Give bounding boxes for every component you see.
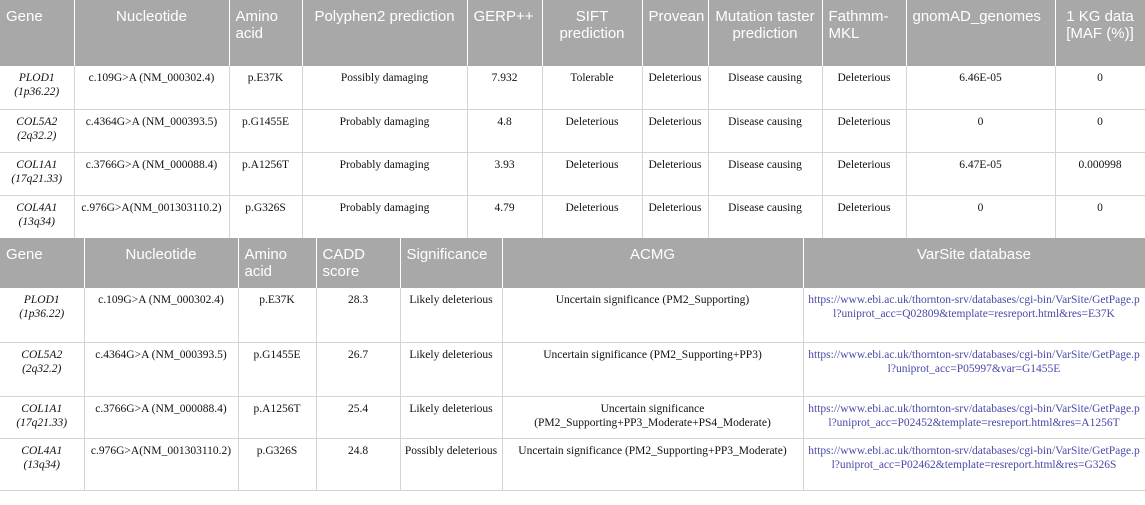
header-amino-acid: Amino acid — [229, 0, 302, 66]
polyphen-cell: Probably damaging — [302, 152, 467, 195]
header-1kg: 1 KG data [MAF (%)] — [1055, 0, 1145, 66]
nucleotide-cell: c.3766G>A (NM_000088.4) — [84, 396, 238, 438]
amino-acid-cell: p.A1256T — [229, 152, 302, 195]
varsite-link[interactable]: https://www.ebi.ac.uk/thornton-srv/databases/cgi-bin/VarSite/GetPage.pl?uniprot_acc=P02462&template=resreport.html&res=G326S — [803, 438, 1145, 490]
nucleotide-cell: c.976G>A(NM_001303110.2) — [84, 438, 238, 490]
mutation-taster-cell: Disease causing — [708, 152, 822, 195]
significance-cell: Likely deleterious — [400, 342, 502, 396]
fathmm-cell: Deleterious — [822, 66, 906, 109]
provean-cell: Deleterious — [642, 152, 708, 195]
mutation-taster-cell: Disease causing — [708, 66, 822, 109]
mutation-taster-cell: Disease causing — [708, 109, 822, 152]
table-row — [0, 342, 1145, 396]
significance-cell: Likely deleterious — [400, 396, 502, 438]
sift-cell: Deleterious — [542, 109, 642, 152]
gnomad-cell: 0 — [906, 109, 1055, 152]
gene-cell: PLOD1 (1p36.22) — [0, 66, 74, 109]
gerp-cell: 4.8 — [467, 109, 542, 152]
polyphen-cell: Probably damaging — [302, 109, 467, 152]
header-gene: Gene — [0, 0, 74, 66]
kg-cell: 0.000998 — [1055, 152, 1145, 195]
amino-acid-cell: p.G1455E — [238, 342, 316, 396]
acmg-cell: Uncertain significance (PM2_Supporting+PP3_Moderate+PS4_Moderate) — [502, 396, 803, 438]
significance-cell: Likely deleterious — [400, 288, 502, 342]
gene-cell: COL5A2 (2q32.2) — [0, 109, 74, 152]
gerp-cell: 7.932 — [467, 66, 542, 109]
header-acmg: ACMG — [502, 238, 803, 288]
gene-cell: COL4A1 (13q34) — [0, 438, 84, 490]
table-header-row — [0, 0, 1145, 66]
variant-classification-table — [0, 238, 1145, 491]
fathmm-cell: Deleterious — [822, 109, 906, 152]
header-provean: Provean — [642, 0, 708, 66]
header-gerp: GERP++ — [467, 0, 542, 66]
table-row — [0, 109, 1145, 152]
sift-cell: Deleterious — [542, 195, 642, 238]
amino-acid-cell: p.G1455E — [229, 109, 302, 152]
mutation-taster-cell: Disease causing — [708, 195, 822, 238]
header-nucleotide: Nucleotide — [84, 238, 238, 288]
nucleotide-cell: c.109G>A (NM_000302.4) — [74, 66, 229, 109]
sift-cell: Tolerable — [542, 66, 642, 109]
header-mutation-taster: Mutation taster prediction — [708, 0, 822, 66]
header-significance: Significance — [400, 238, 502, 288]
nucleotide-cell: c.4364G>A (NM_000393.5) — [74, 109, 229, 152]
header-gnomad: gnomAD_genomes — [906, 0, 1055, 66]
header-polyphen2: Polyphen2 prediction — [302, 0, 467, 66]
cadd-cell: 26.7 — [316, 342, 400, 396]
table-row — [0, 396, 1145, 438]
gerp-cell: 4.79 — [467, 195, 542, 238]
varsite-link[interactable]: https://www.ebi.ac.uk/thornton-srv/databases/cgi-bin/VarSite/GetPage.pl?uniprot_acc=P02452&template=resreport.html&res=A1256T — [803, 396, 1145, 438]
table-row — [0, 66, 1145, 109]
acmg-cell: Uncertain significance (PM2_Supporting+PP3_Moderate) — [502, 438, 803, 490]
nucleotide-cell: c.3766G>A (NM_000088.4) — [74, 152, 229, 195]
fathmm-cell: Deleterious — [822, 195, 906, 238]
provean-cell: Deleterious — [642, 109, 708, 152]
header-fathmm: Fathmm-MKL — [822, 0, 906, 66]
kg-cell: 0 — [1055, 66, 1145, 109]
gnomad-cell: 6.47E-05 — [906, 152, 1055, 195]
kg-cell: 0 — [1055, 195, 1145, 238]
varsite-link[interactable]: https://www.ebi.ac.uk/thornton-srv/databases/cgi-bin/VarSite/GetPage.pl?uniprot_acc=Q02809&template=resreport.html&res=E37K — [803, 288, 1145, 342]
acmg-cell: Uncertain significance (PM2_Supporting+PP3) — [502, 342, 803, 396]
polyphen-cell: Probably damaging — [302, 195, 467, 238]
header-nucleotide: Nucleotide — [74, 0, 229, 66]
gene-cell: COL1A1 (17q21.33) — [0, 396, 84, 438]
provean-cell: Deleterious — [642, 66, 708, 109]
amino-acid-cell: p.G326S — [229, 195, 302, 238]
header-cadd-score: CADD score — [316, 238, 400, 288]
header-amino-acid: Amino acid — [238, 238, 316, 288]
gnomad-cell: 6.46E-05 — [906, 66, 1055, 109]
table-row — [0, 195, 1145, 238]
cadd-cell: 24.8 — [316, 438, 400, 490]
cadd-cell: 25.4 — [316, 396, 400, 438]
nucleotide-cell: c.976G>A(NM_001303110.2) — [74, 195, 229, 238]
amino-acid-cell: p.G326S — [238, 438, 316, 490]
amino-acid-cell: p.E37K — [229, 66, 302, 109]
amino-acid-cell: p.E37K — [238, 288, 316, 342]
kg-cell: 0 — [1055, 109, 1145, 152]
polyphen-cell: Possibly damaging — [302, 66, 467, 109]
table-header-row — [0, 238, 1145, 288]
gene-cell: COL1A1 (17q21.33) — [0, 152, 74, 195]
header-sift: SIFT prediction — [542, 0, 642, 66]
acmg-cell: Uncertain significance (PM2_Supporting) — [502, 288, 803, 342]
gene-cell: COL4A1 (13q34) — [0, 195, 74, 238]
variant-prediction-table — [0, 0, 1145, 239]
cadd-cell: 28.3 — [316, 288, 400, 342]
table-row — [0, 438, 1145, 490]
amino-acid-cell: p.A1256T — [238, 396, 316, 438]
header-varsite: VarSite database — [803, 238, 1145, 288]
table-row — [0, 288, 1145, 342]
fathmm-cell: Deleterious — [822, 152, 906, 195]
significance-cell: Possibly deleterious — [400, 438, 502, 490]
header-gene: Gene — [0, 238, 84, 288]
gnomad-cell: 0 — [906, 195, 1055, 238]
gene-cell: PLOD1 (1p36.22) — [0, 288, 84, 342]
nucleotide-cell: c.4364G>A (NM_000393.5) — [84, 342, 238, 396]
sift-cell: Deleterious — [542, 152, 642, 195]
table-row — [0, 152, 1145, 195]
nucleotide-cell: c.109G>A (NM_000302.4) — [84, 288, 238, 342]
provean-cell: Deleterious — [642, 195, 708, 238]
varsite-link[interactable]: https://www.ebi.ac.uk/thornton-srv/databases/cgi-bin/VarSite/GetPage.pl?uniprot_acc=P05997&var=G1455E — [803, 342, 1145, 396]
gerp-cell: 3.93 — [467, 152, 542, 195]
gene-cell: COL5A2 (2q32.2) — [0, 342, 84, 396]
